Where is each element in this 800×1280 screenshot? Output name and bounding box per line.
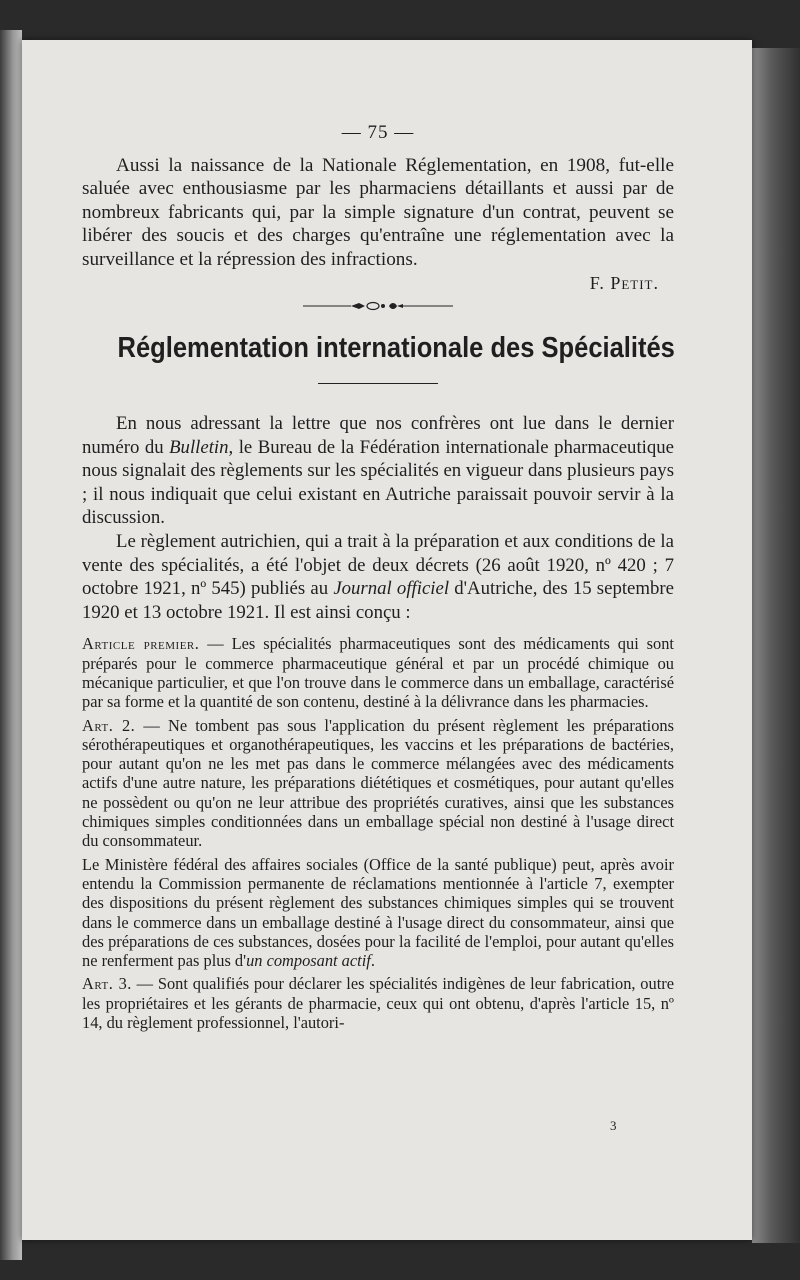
article-2 (82, 716, 674, 851)
article-text: — Sont qualifiés pour déclarer les spécialités indigènes de leur fabrication, outre les propriétaires et les gérants de pharmacie, ceux qui ont obtenu, d'après l'article 15, nº 14, du règlement professionnel, l'autori- (82, 974, 674, 1033)
intro-paragraph: Aussi la naissance de la Nationale Réglementation, en 1908, fut-elle saluée avec enthousiasme par les pharmaciens détaillants et aussi par de nombreux fabricants qui, par la simple signature d'un contrat, peuvent se libérer des soucis et des charges qu'entraîne une réglementation avec la surveillance et la répression des infractions. (82, 155, 674, 270)
article-2-continued (82, 855, 674, 971)
article-text: — Ne tombent pas sous l'application du présent règlement les préparations sérothérapeutiques et organothérapeutiques, les vaccins et les préparations de bactéries, pour autant qu'on ne les met pas dans le commerce mélangées avec des médicaments actifs d'une autre nature, les préparations diététiques et cosmétiques, pour autant qu'elles ne possèdent ou qu'on ne leur attribue des propriétés curatives, ainsi que les substances chimiques simples conditionnées dans un emballage spécial non destiné à l'usage direct du consommateur. (82, 715, 674, 851)
article-body (82, 412, 674, 624)
body-paragraph (82, 530, 674, 624)
text-run: d'Autriche, des 15 septembre 1920 et 13 octobre 1921. Il est ainsi conçu : (82, 578, 674, 623)
author-signature: F. Petit. (589, 273, 659, 294)
article-text: — Les spécialités pharmaceutiques sont des médicaments qui sont préparés pour le commerce pharmaceutique général et par un procédé chimique ou mécanique particulier, et que l'on trouve dans le commerce dans un emballage, caractérisé par sa forme et la quantité de son contenu, destiné à la délivrance dans les pharmacies. (82, 634, 674, 712)
page-number: — 75 — (341, 122, 415, 143)
italic-text: un composant actif (246, 951, 371, 971)
document-page (22, 40, 752, 1240)
text-run: Le règlement autrichien, qui a trait à la préparation et aux conditions de la vente des spécialités, a été l'objet de deux décrets (26 août 1920, nº 420 ; 7 octobre 1921, nº 545) publiés au (82, 531, 674, 600)
italic-text: Journal officiel (333, 578, 450, 600)
article-text: Le Ministère fédéral des affaires sociales (Office de la santé publique) peut, après avoir entendu la Commission permanente de réclamations mentionnée à l'article 7, exempter des dispositions du présent règlement des substances chimiques simples qui se trouvent dans le commerce dans un emballage destiné à l'usage direct du consommateur, ainsi que des préparations de ces substances, dosées pour la facilité de l'emploi, pour autant qu'elles ne renferment pas plus d' (82, 854, 674, 971)
article-title: Réglementation internationale des Spécialités (117, 332, 675, 365)
decorative-divider-icon (303, 298, 453, 314)
regulation-articles (82, 634, 674, 1032)
intro-section (82, 154, 674, 294)
article-3 (82, 974, 674, 1032)
article-1 (82, 634, 674, 711)
background-strip (752, 48, 800, 1243)
text-run: , le Bureau de la Fédération internationale pharmaceutique nous signalait des règlements sur les spécialités en vigueur dans plusieurs pays ; il nous indiquait que celui existant en Autriche paraissait pouvoir servir à la discussion. (82, 436, 675, 529)
article-heading: Art. 3. (82, 974, 132, 994)
page-content (82, 122, 674, 1036)
text-run: En nous adressant la lettre que nos confrères ont lue dans le dernier numéro du (82, 413, 674, 458)
italic-text: Bulletin (169, 436, 229, 458)
article-heading: Article premier. (82, 634, 200, 654)
article-heading: Art. 2. (82, 715, 136, 735)
body-paragraph (82, 412, 674, 530)
adjacent-page-edge (0, 30, 22, 1260)
article-text: . (370, 951, 375, 971)
title-underline (318, 383, 438, 384)
signature-mark: 3 (610, 1118, 617, 1133)
